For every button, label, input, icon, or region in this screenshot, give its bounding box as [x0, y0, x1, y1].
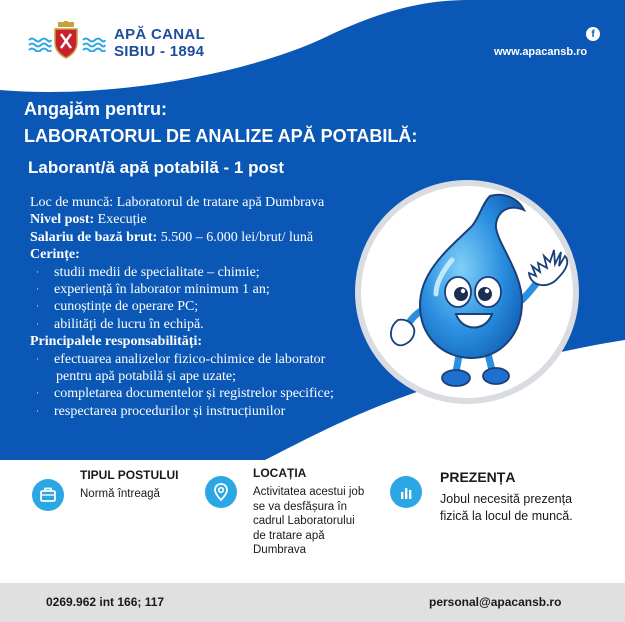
level-value: Execuție [97, 212, 147, 228]
intro-heading: Angajăm pentru: [24, 99, 168, 119]
coat-of-arms-icon [52, 21, 80, 59]
logo-line-1: APĂ CANAL [114, 26, 206, 43]
list-item: · efectuarea analizelor fizico-chimice de laborator [36, 351, 326, 367]
email-address[interactable]: personal@apacansb.ro [429, 595, 562, 609]
presence-text: Jobul necesită prezența fizică la locul de muncă. [440, 492, 573, 523]
list-item: · completarea documentelor și registrelor specifice; [36, 386, 334, 402]
type-text: Normă întreagă [80, 488, 160, 500]
location-pin-icon [205, 476, 237, 508]
bar-chart-icon [390, 476, 422, 508]
wave-icon [82, 36, 106, 52]
responsibilities-label: Principalele responsabilități: [30, 334, 203, 350]
list-item-continuation: pentru apă potabilă și ape uzate; [56, 369, 236, 385]
list-item: · abilități de lucru în echipă. [36, 316, 204, 332]
logo-line-2: SIBIU - 1894 [114, 43, 205, 60]
logo [28, 21, 208, 63]
wave-icon [28, 36, 52, 52]
department-heading: LABORATORUL DE ANALIZE APĂ POTABILĂ: [24, 126, 418, 146]
workplace-text: Loc de muncă: Laboratorul de tratare apă Dumbrava [30, 195, 325, 210]
salary-label: Salariu de bază brut: [30, 229, 158, 245]
facebook-icon[interactable]: f [586, 27, 600, 41]
list-item: · cunoștințe de operare PC; [36, 299, 199, 315]
requirements-label: Cerințe: [30, 247, 80, 263]
list-item: · respectarea procedurilor și instrucțiunilor [36, 403, 286, 419]
salary-value: 5.500 – 6.000 lei/brut/ lună [160, 229, 314, 245]
presence-title: PREZENȚA [440, 469, 516, 485]
list-item: · experiență în laborator minimum 1 an; [36, 282, 270, 298]
position-heading: Laborant/ă apă potabilă - 1 post [28, 158, 284, 177]
salary-row [30, 229, 375, 246]
website-link[interactable]: www.apacansb.ro [494, 46, 588, 58]
job-details [30, 194, 375, 420]
list-item: · studii medii de specialitate – chimie; [36, 264, 260, 280]
briefcase-icon [32, 479, 64, 511]
level-row [30, 211, 375, 228]
phone-number[interactable]: 0269.962 int 166; 117 [46, 595, 165, 609]
type-title: TIPUL POSTULUI [80, 468, 179, 482]
level-label: Nivel post: [30, 212, 95, 228]
location-text: Activitatea acestui job se va desfășura în cadrul Laboratorului de tratare apă Dumbrava [253, 486, 365, 556]
location-title: LOCAȚIA [253, 466, 307, 480]
footer [0, 583, 625, 622]
water-drop-mascot [372, 190, 572, 395]
